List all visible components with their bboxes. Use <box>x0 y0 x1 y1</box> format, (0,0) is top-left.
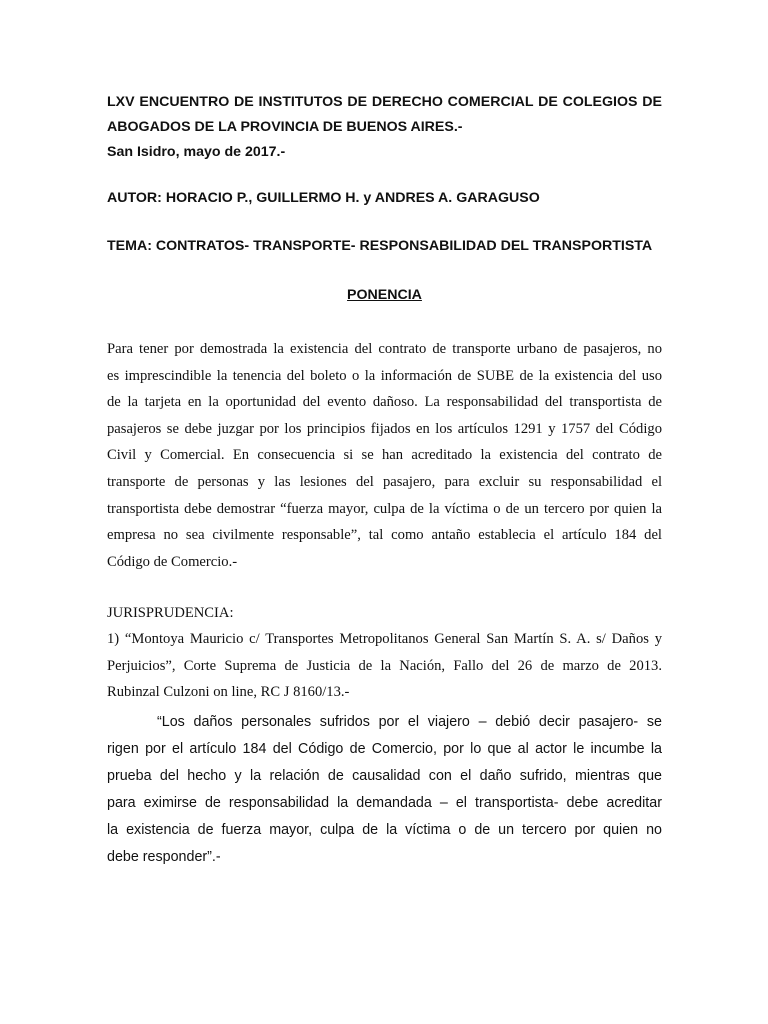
topic-line: TEMA: CONTRATOS- TRANSPORTE- RESPONSABILIDAD DEL TRANSPORTISTA <box>107 238 653 254</box>
case-quote <box>107 709 662 872</box>
header-title-line-1: LXV ENCUENTRO DE INSTITUTOS DE DERECHO COMERCIAL DE COLEGIOS DE <box>107 94 662 110</box>
paragraph-line: Código de Comercio.- <box>107 553 238 570</box>
quote-line: “Los daños personales sufridos por el viajero – debió decir pasajero- se <box>157 714 662 730</box>
author-line: AUTOR: HORACIO P., GUILLERMO H. y ANDRES A. GARAGUSO <box>107 190 540 206</box>
document-page <box>107 0 662 1024</box>
jurisprudence-label: JURISPRUDENCIA: <box>107 605 234 621</box>
paragraph-line: transportista debe demostrar “fuerza mayor, culpa de la víctima o de un tercero por quien la <box>107 500 662 517</box>
quote-line: prueba del hecho y la relación de causalidad con el daño sufrido, mientras que <box>107 768 662 785</box>
citation-line: Rubinzal Culzoni on line, RC J 8160/13.- <box>107 684 350 701</box>
citation-line: Perjuicios”, Corte Suprema de Justicia de la Nación, Fallo del 26 de marzo de 2013. <box>107 657 662 674</box>
paragraph-line: empresa no sea civilmente responsable”, tal como antaño establecia el artículo 184 del <box>107 527 662 544</box>
paragraph-line: pasajeros se debe juzgar por los principios fijados en los artículos 1291 y 1757 del Código <box>107 420 662 437</box>
citation-line: 1) “Montoya Mauricio c/ Transportes Metropolitanos General San Martín S. A. s/ Daños y <box>107 631 662 647</box>
quote-line: la existencia de fuerza mayor, culpa de la víctima o de un tercero por quien no <box>107 822 662 839</box>
paragraph-line: Para tener por demostrada la existencia del contrato de transporte urbano de pasajeros, no <box>107 341 662 357</box>
header-title-line-2: ABOGADOS DE LA PROVINCIA DE BUENOS AIRES.- <box>107 119 463 135</box>
paragraph-line: Civil y Comercial. En consecuencia si se han acreditado la existencia del contrato de <box>107 447 662 464</box>
document-header <box>107 90 662 165</box>
quote-line: rigen por el artículo 184 del Código de Comercio, por lo que al actor le incumbe la <box>107 741 662 758</box>
ponencia-paragraph <box>107 336 662 575</box>
paragraph-line: transporte de personas y las lesiones del pasajero, para excluir su responsabilidad el <box>107 473 662 490</box>
quote-line: debe responder”.- <box>107 849 221 866</box>
paragraph-line: de la tarjeta en la oportunidad del evento dañoso. La responsabilidad del transportista de <box>107 394 662 411</box>
quote-line: para eximirse de responsabilidad la demandada – el transportista- debe acreditar <box>107 795 662 812</box>
case-citation <box>107 626 662 706</box>
paragraph-line: es imprescindible la tenencia del boleto o la información de SUBE de la existencia del uso <box>107 367 662 384</box>
section-title: PONENCIA <box>347 287 422 303</box>
header-place-date: San Isidro, mayo de 2017.- <box>107 144 286 160</box>
